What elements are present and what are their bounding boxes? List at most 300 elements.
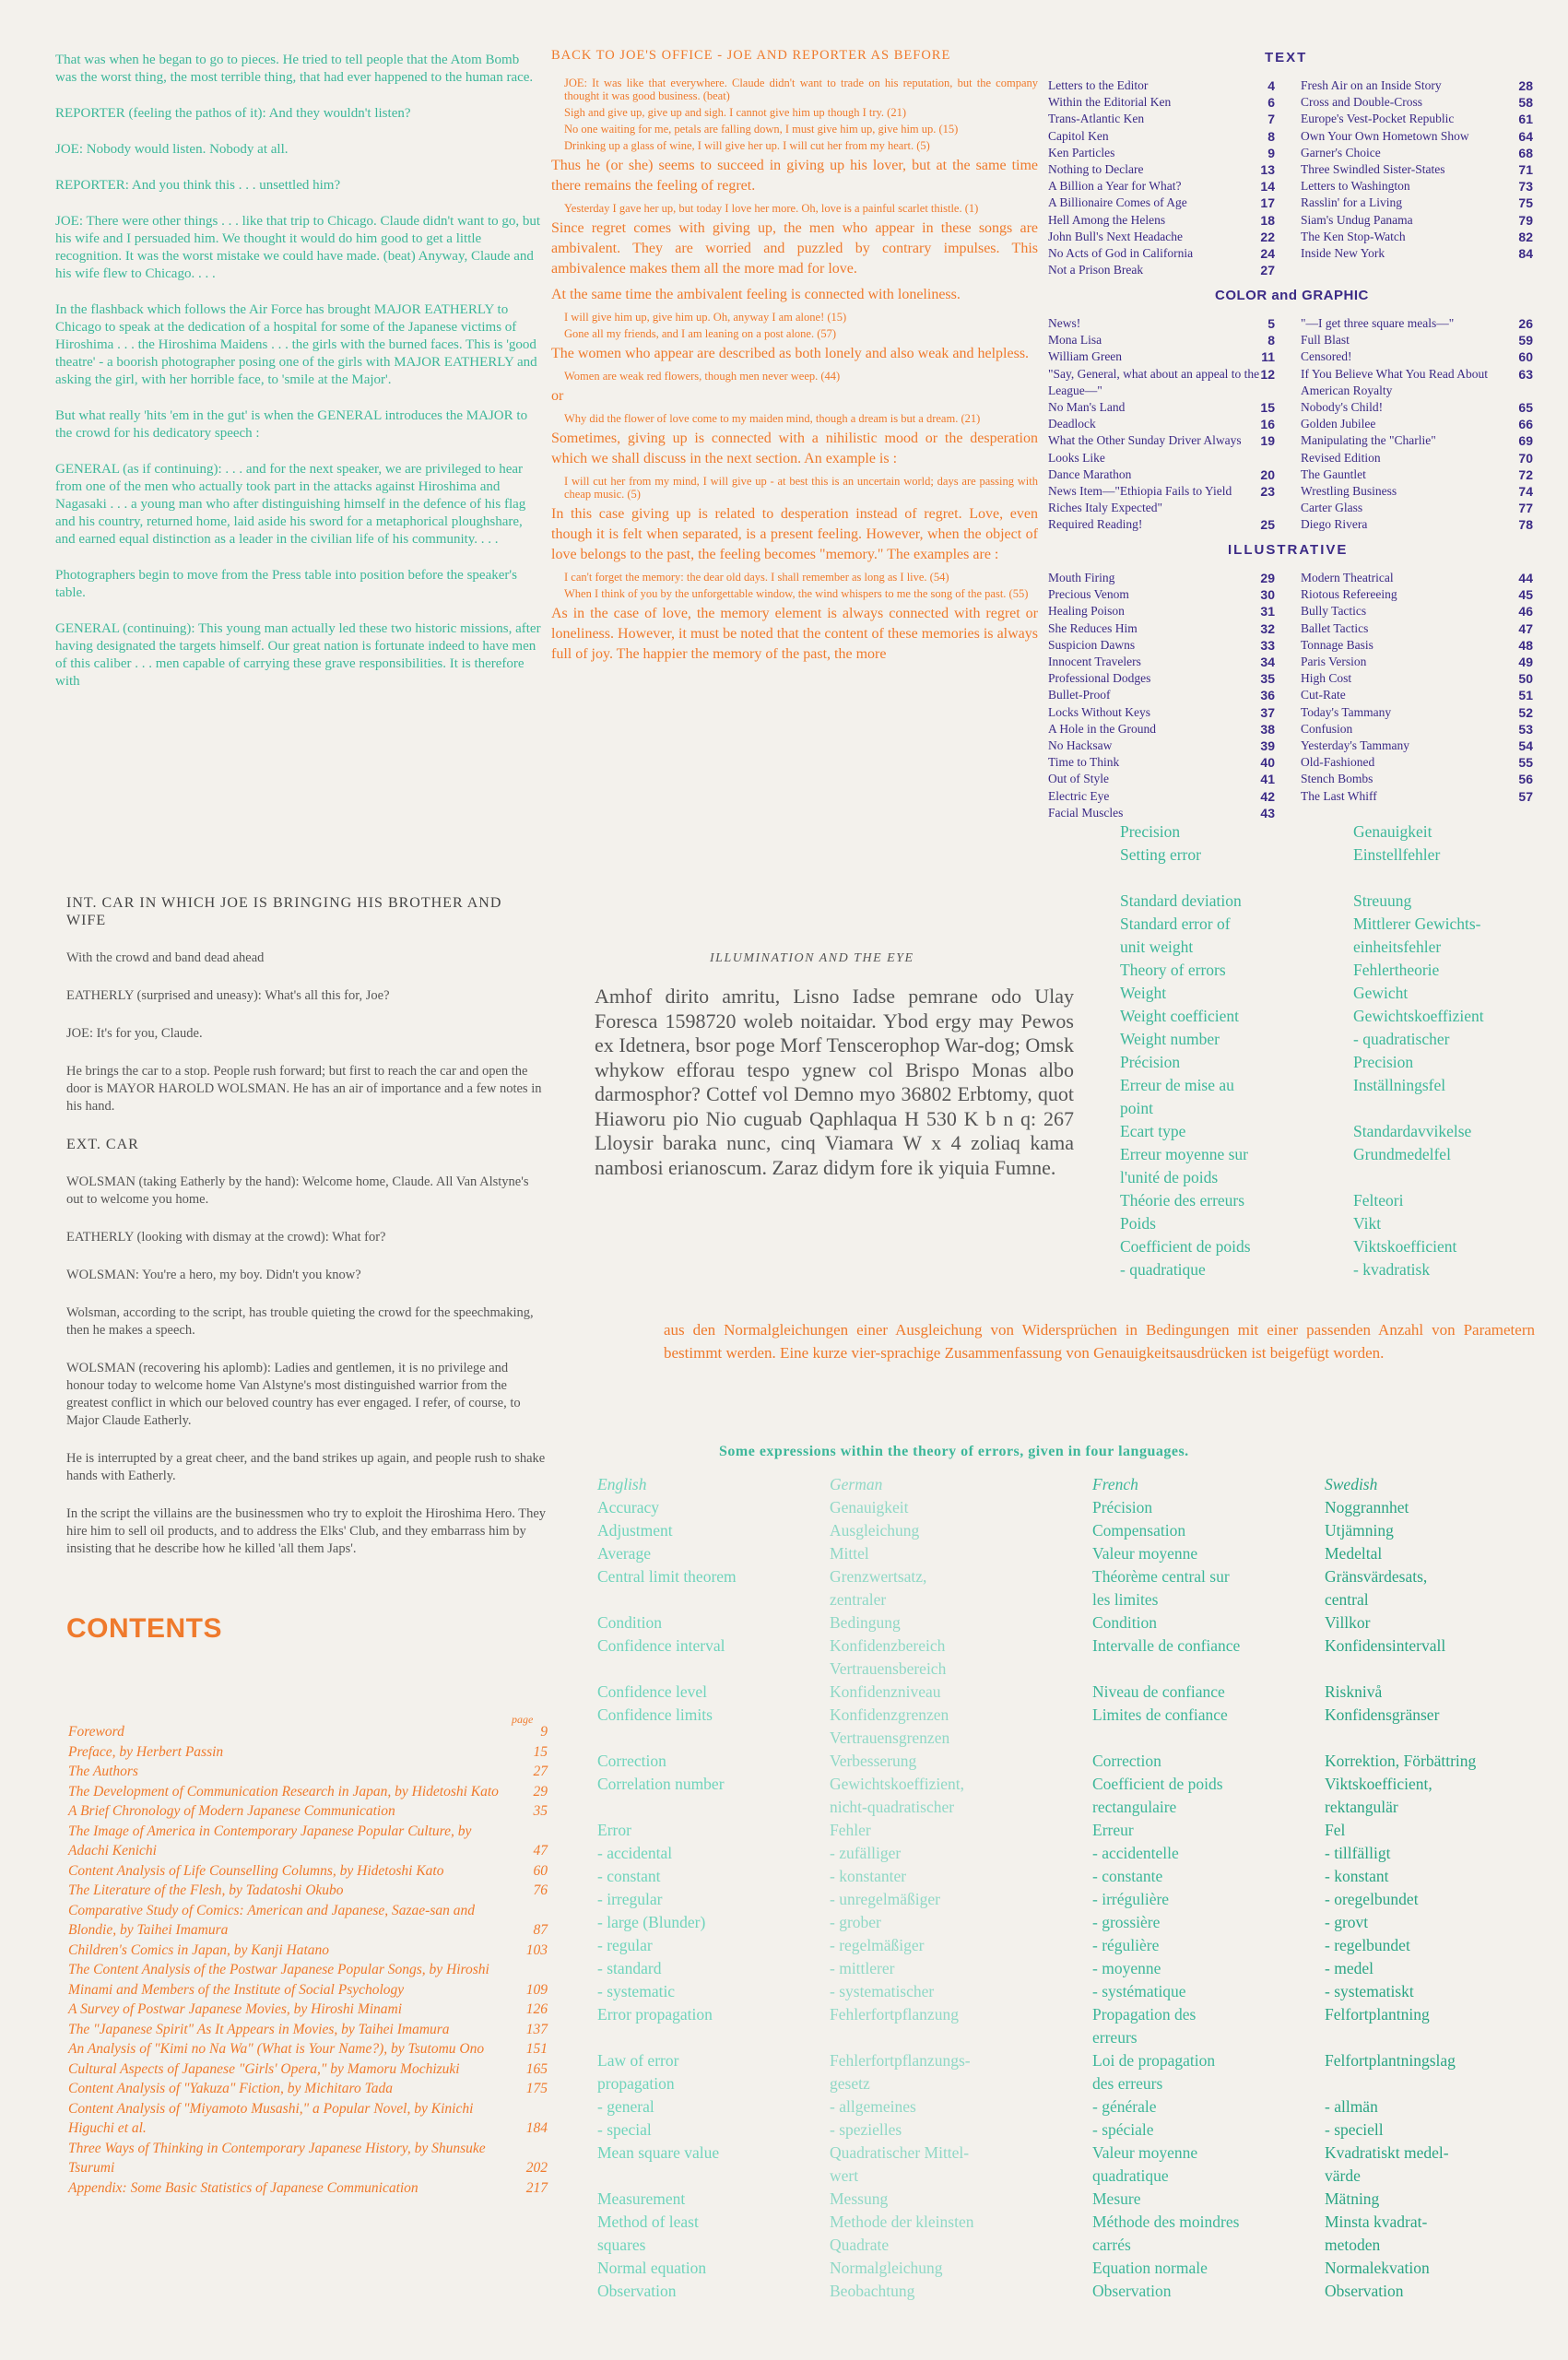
glossary-term: Precision (1353, 1053, 1414, 1071)
glossary-term: Gewichtskoeffizient (1353, 1007, 1484, 1025)
glossary-term: Streuung (1353, 891, 1412, 910)
glossary-term: - konstanter (830, 1867, 907, 1885)
toc-entry-title: Paris Version (1301, 655, 1367, 669)
contents-entry-title: The Literature of the Flesh, by Tadatoshi Okubo (68, 1882, 344, 1898)
glossary-term: - large (Blunder) (597, 1913, 706, 1931)
toc-entry-page: 22 (1260, 229, 1275, 244)
toc-entry (1301, 399, 1533, 416)
toc-entry-title: Innocent Travelers (1048, 655, 1141, 669)
toc-illus-heading: ILLUSTRATIVE (1228, 542, 1349, 558)
glossary-term: Inställningsfel (1353, 1076, 1446, 1094)
song-paragraph: Drinking up a glass of wine, I will give her up. I will cut her from my heart. (5) (564, 139, 930, 152)
toc-entry-page: 70 (1518, 450, 1533, 466)
glossary-term: Normalgleichung (830, 2259, 943, 2277)
toc-entry (1301, 195, 1533, 211)
toc-entry-page: 41 (1260, 772, 1275, 787)
toc-entry-page: 59 (1518, 333, 1533, 348)
script-paragraph: In the script the villains are the businessmen who try to exploit the Hiroshima Hero. They hire him to sell oil products, and to address the Elks' Club, and they embarrass him by insisting that he describe how he killed 'all them Japs'. (66, 1506, 547, 1556)
song-paragraph: The women who appear are described as both lonely and also weak and helpless. (551, 346, 1030, 361)
glossary-term: Error propagation (597, 2005, 713, 2024)
toc-entry-title: Not a Prison Break (1048, 263, 1144, 277)
contents-list (68, 1722, 548, 2198)
glossary-term: Erreur (1092, 1821, 1134, 1839)
glossary-term: rectangulaire (1092, 1798, 1177, 1816)
glossary-term: Normal equation (597, 2259, 707, 2277)
toc-entry-page: 6 (1267, 95, 1275, 111)
toc-entry-page: 51 (1518, 688, 1533, 703)
toc-entry (1301, 245, 1533, 262)
glossary-term: Genauigkeit (1353, 822, 1432, 841)
toc-entry-title: Within the Editorial Ken (1048, 95, 1172, 110)
toc-entry-title: Letters to the Editor (1048, 78, 1149, 92)
glossary-term: Beobachtung (830, 2282, 915, 2300)
glossary-term: Felfortplantningslag (1325, 2051, 1456, 2070)
glossary-term: - oregelbundet (1325, 1890, 1419, 1908)
glossary-term: Method of least (597, 2212, 699, 2231)
glossary-term: - accidentelle (1092, 1844, 1179, 1862)
glossary-term: einheitsfehler (1353, 938, 1442, 956)
glossary-term: Swedish (1325, 1475, 1378, 1493)
toc-entry-page: 79 (1518, 212, 1533, 228)
toc-text-left (1048, 77, 1275, 278)
toc-entry (1301, 366, 1533, 399)
toc-entry-page: 55 (1518, 755, 1533, 771)
german-intro-text: aus den Normalgleichungen einer Ausgleichung von Widersprüchen in Bedingungen mit einer passenden Anzahl von Parametern bestimmt werden. Eine kurze vier-sprachige Zusammenfassung von Genauigkeitsausdrücken ist beigefügt worden. (664, 1321, 1535, 1362)
glossary-term: Genauigkeit (830, 1498, 909, 1516)
glossary-term: Verbesserung (830, 1752, 917, 1770)
script-paragraph: REPORTER (feeling the pathos of it): And they wouldn't listen? (55, 106, 411, 121)
glossary-term: Observation (597, 2282, 677, 2300)
glossary-term: Noggrannhet (1325, 1498, 1409, 1516)
toc-entry (1048, 212, 1275, 229)
song-paragraph: In this case giving up is related to desperation instead of regret. Love, even though it is felt when separated, is a present feeling. However, when the object of love belongs to the past, the feeling becomes "memory." The examples are : (551, 506, 1038, 562)
contents-entry (68, 1901, 548, 1941)
toc-entry (1301, 77, 1533, 94)
glossary-term: - regular (597, 1936, 653, 1954)
toc-entry-title: The Ken Stop-Watch (1301, 229, 1406, 243)
toc-entry-page: 28 (1518, 78, 1533, 93)
script-paragraph: WOLSMAN (recovering his aplomb): Ladies and gentlemen, it is no privilege and honour today to welcome home Van Alstyne's most distinguished warrior from the greatest conflict in which our beloved country has ever engaged. I refer, of course, to Major Claude Eatherly. (66, 1361, 521, 1428)
toc-entry-page: 4 (1267, 78, 1275, 93)
glossary-term: Confidence level (597, 1682, 708, 1701)
script-paragraph: He brings the car to a stop. People rush forward; but first to reach the car and open the door is MAYOR HAROLD WOLSMAN. He has an air of importance and a few notes in his hand. (66, 1064, 542, 1114)
toc-entry-page: 26 (1518, 316, 1533, 331)
toc-entry (1301, 788, 1533, 805)
glossary-term: Gränsvärdesats, (1325, 1567, 1428, 1586)
toc-entry (1301, 483, 1533, 500)
toc-entry-page: 9 (1267, 145, 1275, 160)
glossary-term: - zufälliger (830, 1844, 902, 1862)
glossary-term: German (830, 1475, 883, 1493)
glossary-term: - systematic (597, 1982, 676, 2000)
glossary-term (597, 2165, 737, 2188)
contents-entry-title: A Survey of Postwar Japanese Movies, by Hiroshi Minami (68, 2001, 403, 2017)
toc-entry-page: 53 (1518, 721, 1533, 737)
contents-entry-title: The Content Analysis of the Postwar Japanese Popular Songs, by Hiroshi Minami and Members of the Institute of Social Psychology (68, 1962, 489, 1998)
glossary-term: - grober (830, 1913, 881, 1931)
toc-entry (1301, 516, 1533, 533)
toc-entry (1048, 145, 1275, 161)
contents-entry (68, 2059, 548, 2080)
script-paragraph: EATHERLY (looking with dismay at the crowd): What for? (66, 1230, 386, 1245)
script-paragraph: JOE: Nobody would listen. Nobody at all. (55, 142, 289, 157)
glossary-term: central (1325, 1590, 1369, 1609)
toc-entry-title: Electric Eye (1048, 788, 1110, 803)
toc-entry-title: Mouth Firing (1048, 571, 1115, 584)
toc-entry (1048, 654, 1275, 670)
toc-entry-page: 65 (1518, 400, 1533, 416)
toc-entry-title: Hell Among the Helens (1048, 212, 1166, 227)
toc-entry (1301, 738, 1533, 754)
contents-entry-page: 60 (533, 1862, 548, 1879)
glossary-term: French (1092, 1475, 1138, 1493)
glossary-term: - regelbundet (1325, 1936, 1410, 1954)
glossary-term: Valeur moyenne (1092, 1544, 1198, 1563)
toc-text-heading: TEXT (1265, 50, 1308, 65)
glossary-term: Fehlertheorie (1353, 961, 1440, 979)
toc-entry (1048, 111, 1275, 127)
glossary-term: Weight number (1120, 1030, 1220, 1048)
contents-entry-page: 109 (525, 1981, 548, 1998)
script-excerpt-bottom (66, 894, 546, 1578)
glossary-term: Théorème central sur (1092, 1567, 1230, 1586)
toc-entry-page: 75 (1518, 195, 1533, 211)
glossary-term: Poids (1120, 1214, 1156, 1233)
toc-entry-page: 63 (1518, 366, 1533, 382)
glossary-term: Mean square value (597, 2143, 720, 2162)
contents-entry-page: 137 (525, 2021, 548, 2037)
glossary-term: Felfortplantning (1325, 2005, 1430, 2024)
glossary-col-german (830, 1473, 973, 2303)
toc-entry-title: John Bull's Next Headache (1048, 229, 1184, 243)
toc-entry-page: 52 (1518, 704, 1533, 720)
glossary-term (1325, 2026, 1476, 2049)
toc-entry-title: Old-Fashioned (1301, 755, 1375, 770)
glossary-term: Niveau de confiance (1092, 1682, 1225, 1701)
glossary-term: Compensation (1092, 1521, 1186, 1540)
glossary-term (597, 1727, 737, 1750)
song-paragraph: Yesterday I gave her up, but today I love her more. Oh, love is a painful scarlet thistle. (1) (564, 202, 979, 215)
song-paragraph: JOE: It was like that everywhere. Claude didn't want to trade on his reputation, but the company thought it was good business. (beat) (564, 77, 1038, 102)
toc-entry (1048, 315, 1275, 332)
toc-entry-title: Deadlock (1048, 417, 1096, 431)
script-paragraph: JOE: There were other things . . . like that trip to Chicago. Claude didn't want to go, but his wife and I persuaded him. We thought it would do him good to get a little recognition. It was the worst mistake we could have made. (beat) Anyway, Claude and his wife flew to Chicago. . . . (55, 214, 541, 281)
toc-entry (1048, 754, 1275, 771)
song-paragraph: I will give him up, give him up. Oh, anyway I am alone! (15) (564, 311, 847, 324)
glossary-term: - special (597, 2120, 652, 2139)
glossary-term (597, 1658, 737, 1681)
glossary-term: Accuracy (597, 1498, 660, 1516)
toc-entry (1301, 229, 1533, 245)
toc-entry-page: 14 (1260, 179, 1275, 195)
glossary-term: Messung (830, 2189, 889, 2208)
toc-entry-title: Bully Tactics (1301, 604, 1367, 619)
toc-entry (1301, 654, 1533, 670)
toc-entry-page: 42 (1260, 788, 1275, 804)
glossary-term: Mittlerer Gewichts- (1353, 914, 1481, 933)
glossary-term (1353, 867, 1484, 890)
script-paragraph: JOE: It's for you, Claude. (66, 1026, 203, 1041)
toc-entry-title: "Say, General, what about an appeal to the League—" (1048, 366, 1260, 397)
toc-entry (1301, 637, 1533, 654)
toc-entry-title: If You Believe What You Read About American Royalty (1301, 366, 1489, 397)
glossary-term: Methode der kleinsten (830, 2212, 974, 2231)
toc-entry-title: Trans-Atlantic Ken (1048, 112, 1145, 126)
glossary-term: quadratique (1092, 2166, 1169, 2185)
toc-entry-page: 8 (1267, 333, 1275, 348)
glossary-term: Viktskoefficient, (1325, 1775, 1432, 1793)
toc-entry-title: Dance Marathon (1048, 466, 1132, 481)
toc-entry (1048, 721, 1275, 738)
script-paragraph: EXT. CAR (66, 1137, 139, 1152)
glossary-term: Condition (597, 1613, 663, 1632)
glossary-term: Mätning (1325, 2189, 1380, 2208)
toc-entry-title: Nothing to Declare (1048, 162, 1144, 177)
toc-entry-title: Out of Style (1048, 772, 1109, 786)
glossary-term: Medeltal (1325, 1544, 1383, 1563)
toc-entry-page: 13 (1260, 162, 1275, 178)
toc-entry-page: 57 (1518, 788, 1533, 804)
contents-entry-page: 76 (533, 1882, 548, 1898)
contents-entry-title: Content Analysis of "Miyamoto Musashi," a Popular Novel, by Kinichi Higuchi et al. (68, 2100, 474, 2136)
glossary-term: Risknivå (1325, 1682, 1383, 1701)
contents-entry (68, 2000, 548, 2020)
toc-entry-title: Precious Venom (1048, 587, 1129, 602)
glossary-term: - moyenne (1092, 1959, 1161, 1977)
toc-entry (1048, 245, 1275, 262)
glossary-term: Felteori (1353, 1191, 1404, 1210)
glossary-term: Precision (1120, 822, 1181, 841)
glossary-term: Correction (1092, 1752, 1161, 1770)
contents-entry-page: 165 (525, 2060, 548, 2077)
toc-entry (1301, 771, 1533, 787)
glossary-term: Viktskoefficient (1353, 1237, 1457, 1256)
glossary-term (1353, 1097, 1484, 1120)
toc-entry-page: 38 (1260, 721, 1275, 737)
toc-entry-title: Tonnage Basis (1301, 637, 1373, 652)
glossary-term: Méthode des moindres (1092, 2212, 1240, 2231)
contents-entry-title: A Brief Chronology of Modern Japanese Communication (68, 1803, 395, 1819)
glossary-term: nicht-quadratischer (830, 1798, 955, 1816)
toc-entry (1301, 721, 1533, 738)
toc-entry (1048, 620, 1275, 637)
toc-illus-left (1048, 570, 1275, 821)
toc-entry-title: Golden Jubilee (1301, 417, 1376, 431)
toc-entry-page: 71 (1518, 162, 1533, 178)
toc-entry-title: Confusion (1301, 721, 1353, 736)
toc-entry-page: 66 (1518, 417, 1533, 432)
contents-title: CONTENTS (66, 1613, 222, 1644)
toc-entry-title: Facial Muscles (1048, 805, 1124, 820)
glossary-term: - constant (597, 1867, 661, 1885)
glossary-term: Erreur de mise au (1120, 1076, 1234, 1094)
contents-entry-title: The "Japanese Spirit" As It Appears in Movies, by Taihei Imamura (68, 2021, 450, 2037)
contents-entry-page: 35 (533, 1803, 548, 1819)
toc-entry-page: 23 (1260, 484, 1275, 500)
toc-entry-page: 82 (1518, 229, 1533, 244)
contents-entry-title: Cultural Aspects of Japanese "Girls' Opera," by Mamoru Mochizuki (68, 2060, 460, 2077)
script-paragraph: In the flashback which follows the Air Force has brought MAJOR EATHERLY to Chicago to speak at the dedication of a hospital for some of the Japanese victims of Hiroshima . . . the Hiroshima Maidens . . . the girls with the burned faces. This is 'good theatre' - a boorish photographer posing one of the girls with MAJOR EATHERLY and asking the girl, with her horrible face, to 'smile at the Major'. (55, 302, 537, 387)
song-paragraph: As in the case of love, the memory element is always connected with regret or loneliness. However, it must be noted that the content of these memories is always full of joy. The happier the memory of the past, the more (551, 606, 1038, 662)
toc-entry-title: Siam's Undug Panama (1301, 212, 1413, 227)
toc-entry-title: News! (1048, 316, 1081, 330)
toc-entry-title: Rasslin' for a Living (1301, 195, 1403, 210)
toc-entry-title: Letters to Washington (1301, 179, 1410, 194)
glossary-term: Gewichtskoeffizient, (830, 1775, 964, 1793)
song-paragraph: or (551, 388, 564, 404)
toc-entry-title: Cut-Rate (1301, 688, 1346, 702)
toc-entry-page: 35 (1260, 671, 1275, 687)
glossary-term: - quadratique (1120, 1260, 1206, 1279)
toc-entry (1048, 637, 1275, 654)
glossary-term: les limites (1092, 1590, 1159, 1609)
toc-entry (1048, 128, 1275, 145)
song-paragraph: Since regret comes with giving up, the men who appear in these songs are ambivalent. They are worried and puzzled by contrary impulses. This ambivalence makes them all the more mad for love. (551, 220, 1038, 277)
script-paragraph: WOLSMAN (taking Eatherly by the hand): Welcome home, Claude. All Van Alstyne's out to welcome you home. (66, 1174, 529, 1207)
glossary-term: Précision (1092, 1498, 1153, 1516)
contents-entry-title: The Development of Communication Research in Japan, by Hidetoshi Kato (68, 1783, 499, 1800)
toc-entry-title: Today's Tammany (1301, 704, 1392, 719)
glossary-term (597, 2026, 737, 2049)
toc-entry (1301, 111, 1533, 127)
toc-entry-title: "—I get three square meals—" (1301, 316, 1455, 330)
song-paragraph: I will cut her from my mind, I will give up - at best this is an uncertain world; days are passing with cheap music. (5) (564, 475, 1038, 501)
glossary-term: - systématique (1092, 1982, 1186, 2000)
glossary-term: Konfidenzgrenzen (830, 1705, 949, 1724)
contents-entry (68, 2139, 548, 2178)
glossary-term: Confidence limits (597, 1705, 713, 1724)
toc-entry-title: A Billion a Year for What? (1048, 179, 1182, 194)
toc-entry-page: 78 (1518, 517, 1533, 533)
glossary-term: Korrektion, Förbättring (1325, 1752, 1477, 1770)
toc-entry-title: Modern Theatrical (1301, 571, 1394, 584)
toc-entry-title: Healing Poison (1048, 604, 1125, 619)
contents-entry (68, 1722, 548, 1742)
glossary-term: Fehler (830, 1821, 871, 1839)
song-paragraph: Why did the flower of love come to my maiden mind, though a dream is but a dream. (21) (564, 412, 981, 425)
toc-entry-page: 84 (1518, 246, 1533, 262)
toc-entry-page: 24 (1260, 246, 1275, 262)
toc-entry-title: News Item—"Ethiopia Fails to Yield Riches Italy Expected" (1048, 484, 1232, 515)
toc-entry-title: Stench Bombs (1301, 772, 1373, 786)
contents-entry-page: 27 (533, 1764, 548, 1779)
toc-entry (1048, 94, 1275, 111)
contents-entry-title: Foreword (68, 1724, 124, 1740)
toc-entry-title: No Man's Land (1048, 400, 1126, 415)
toc-entry-title: She Reduces Him (1048, 620, 1138, 635)
glossary-term: Gewicht (1353, 984, 1409, 1002)
glossary-term: unit weight (1120, 938, 1194, 956)
toc-entry-title: Diego Rivera (1301, 517, 1368, 532)
glossary-term: point (1120, 1099, 1153, 1117)
toc-entry-title: The Gauntlet (1301, 466, 1366, 481)
toc-entry-page: 33 (1260, 637, 1275, 653)
glossary-term: Théorie des erreurs (1120, 1191, 1245, 1210)
contents-page-label: page (512, 1713, 534, 1726)
glossary-term: - allgemeines (830, 2097, 916, 2116)
glossary-term: Propagation des (1092, 2005, 1197, 2024)
glossary-term: wert (830, 2166, 859, 2185)
glossary-term: värde (1325, 2166, 1361, 2185)
glossary-term: - spezielles (830, 2120, 902, 2139)
toc-entry (1301, 670, 1533, 687)
contents-entry-page: 184 (525, 2120, 548, 2136)
toc-entry-page: 54 (1518, 738, 1533, 754)
song-paragraph: At the same time the ambivalent feeling is connected with loneliness. (551, 287, 961, 302)
contents-entry (68, 1762, 548, 1782)
glossary-term: Weight (1120, 984, 1167, 1002)
toc-entry (1048, 332, 1275, 348)
glossary-term: - unregelmäßiger (830, 1890, 941, 1908)
toc-entry-page: 16 (1260, 417, 1275, 432)
toc-entry-page: 47 (1518, 620, 1533, 636)
glossary-term (1325, 1727, 1476, 1750)
glossary-term: Vikt (1353, 1214, 1382, 1233)
toc-entry-page: 17 (1260, 195, 1275, 211)
toc-entry-title: Full Blast (1301, 333, 1350, 348)
glossary-term: Central limit theorem (597, 1567, 737, 1586)
toc-entry (1301, 348, 1533, 365)
toc-entry-title: Own Your Own Hometown Show (1301, 128, 1469, 143)
toc-entry (1048, 570, 1275, 586)
script-paragraph: REPORTER: And you think this . . . unsettled him? (55, 178, 341, 193)
glossary-term: Adjustment (597, 1521, 673, 1540)
toc-entry (1048, 195, 1275, 211)
toc-entry (1048, 77, 1275, 94)
glossary-term: Standard deviation (1120, 891, 1242, 910)
glossary-term: Fehlerfortpflanzungs- (830, 2051, 971, 2070)
glossary-term (1325, 2072, 1476, 2095)
script-paragraph: But what really 'hits 'em in the gut' is when the GENERAL introduces the MAJOR to the crowd for his dedicatory speech : (55, 408, 528, 441)
illumination-title: ILLUMINATION AND THE EYE (710, 951, 914, 965)
glossary-term: Standard error of (1120, 914, 1231, 933)
glossary-term: Correction (597, 1752, 666, 1770)
contents-entry-page: 9 (540, 1724, 548, 1740)
toc-entry (1301, 603, 1533, 620)
contents-entry (68, 1941, 548, 1961)
toc-entry (1048, 704, 1275, 721)
glossary-term: erreurs (1092, 2028, 1138, 2047)
script-paragraph: He is interrupted by a great cheer, and the band strikes up again, and people rush to shake hands with Eatherly. (66, 1451, 546, 1483)
song-paragraph: Gone all my friends, and I am leaning on a post alone. (57) (564, 327, 837, 340)
glossary-term: Kvadratiskt medel- (1325, 2143, 1449, 2162)
glossary-col-french (1092, 1473, 1240, 2303)
script-paragraph: INT. CAR IN WHICH JOE IS BRINGING HIS BROTHER AND WIFE (66, 895, 502, 928)
toc-entry (1048, 178, 1275, 195)
glossary-term (597, 1796, 737, 1819)
script-paragraph: Wolsman, according to the script, has trouble quieting the crowd for the speechmaking, then he makes a speech. (66, 1305, 534, 1338)
toc-entry-page: 56 (1518, 772, 1533, 787)
script-paragraph: With the crowd and band dead ahead (66, 950, 265, 965)
toc-entry-page: 8 (1267, 128, 1275, 144)
glossary-term: Quadratischer Mittel- (830, 2143, 970, 2162)
glossary-term: rektangulär (1325, 1798, 1398, 1816)
glossary-term: Limites de confiance (1092, 1705, 1228, 1724)
glossary-term: - systematiskt (1325, 1982, 1414, 2000)
toc-entry-page: 49 (1518, 655, 1533, 670)
toc-entry-page: 64 (1518, 128, 1533, 144)
glossary-term: - tillfälligt (1325, 1844, 1391, 1862)
toc-entry-title: A Billionaire Comes of Age (1048, 195, 1187, 210)
toc-entry (1048, 687, 1275, 703)
toc-entry (1301, 94, 1533, 111)
glossary-term: - accidental (597, 1844, 673, 1862)
glossary-term: Vertrauensbereich (830, 1659, 947, 1678)
toc-entry (1048, 161, 1275, 178)
toc-entry-title: Required Reading! (1048, 517, 1143, 532)
glossary-term: English (597, 1475, 647, 1493)
toc-entry (1301, 178, 1533, 195)
